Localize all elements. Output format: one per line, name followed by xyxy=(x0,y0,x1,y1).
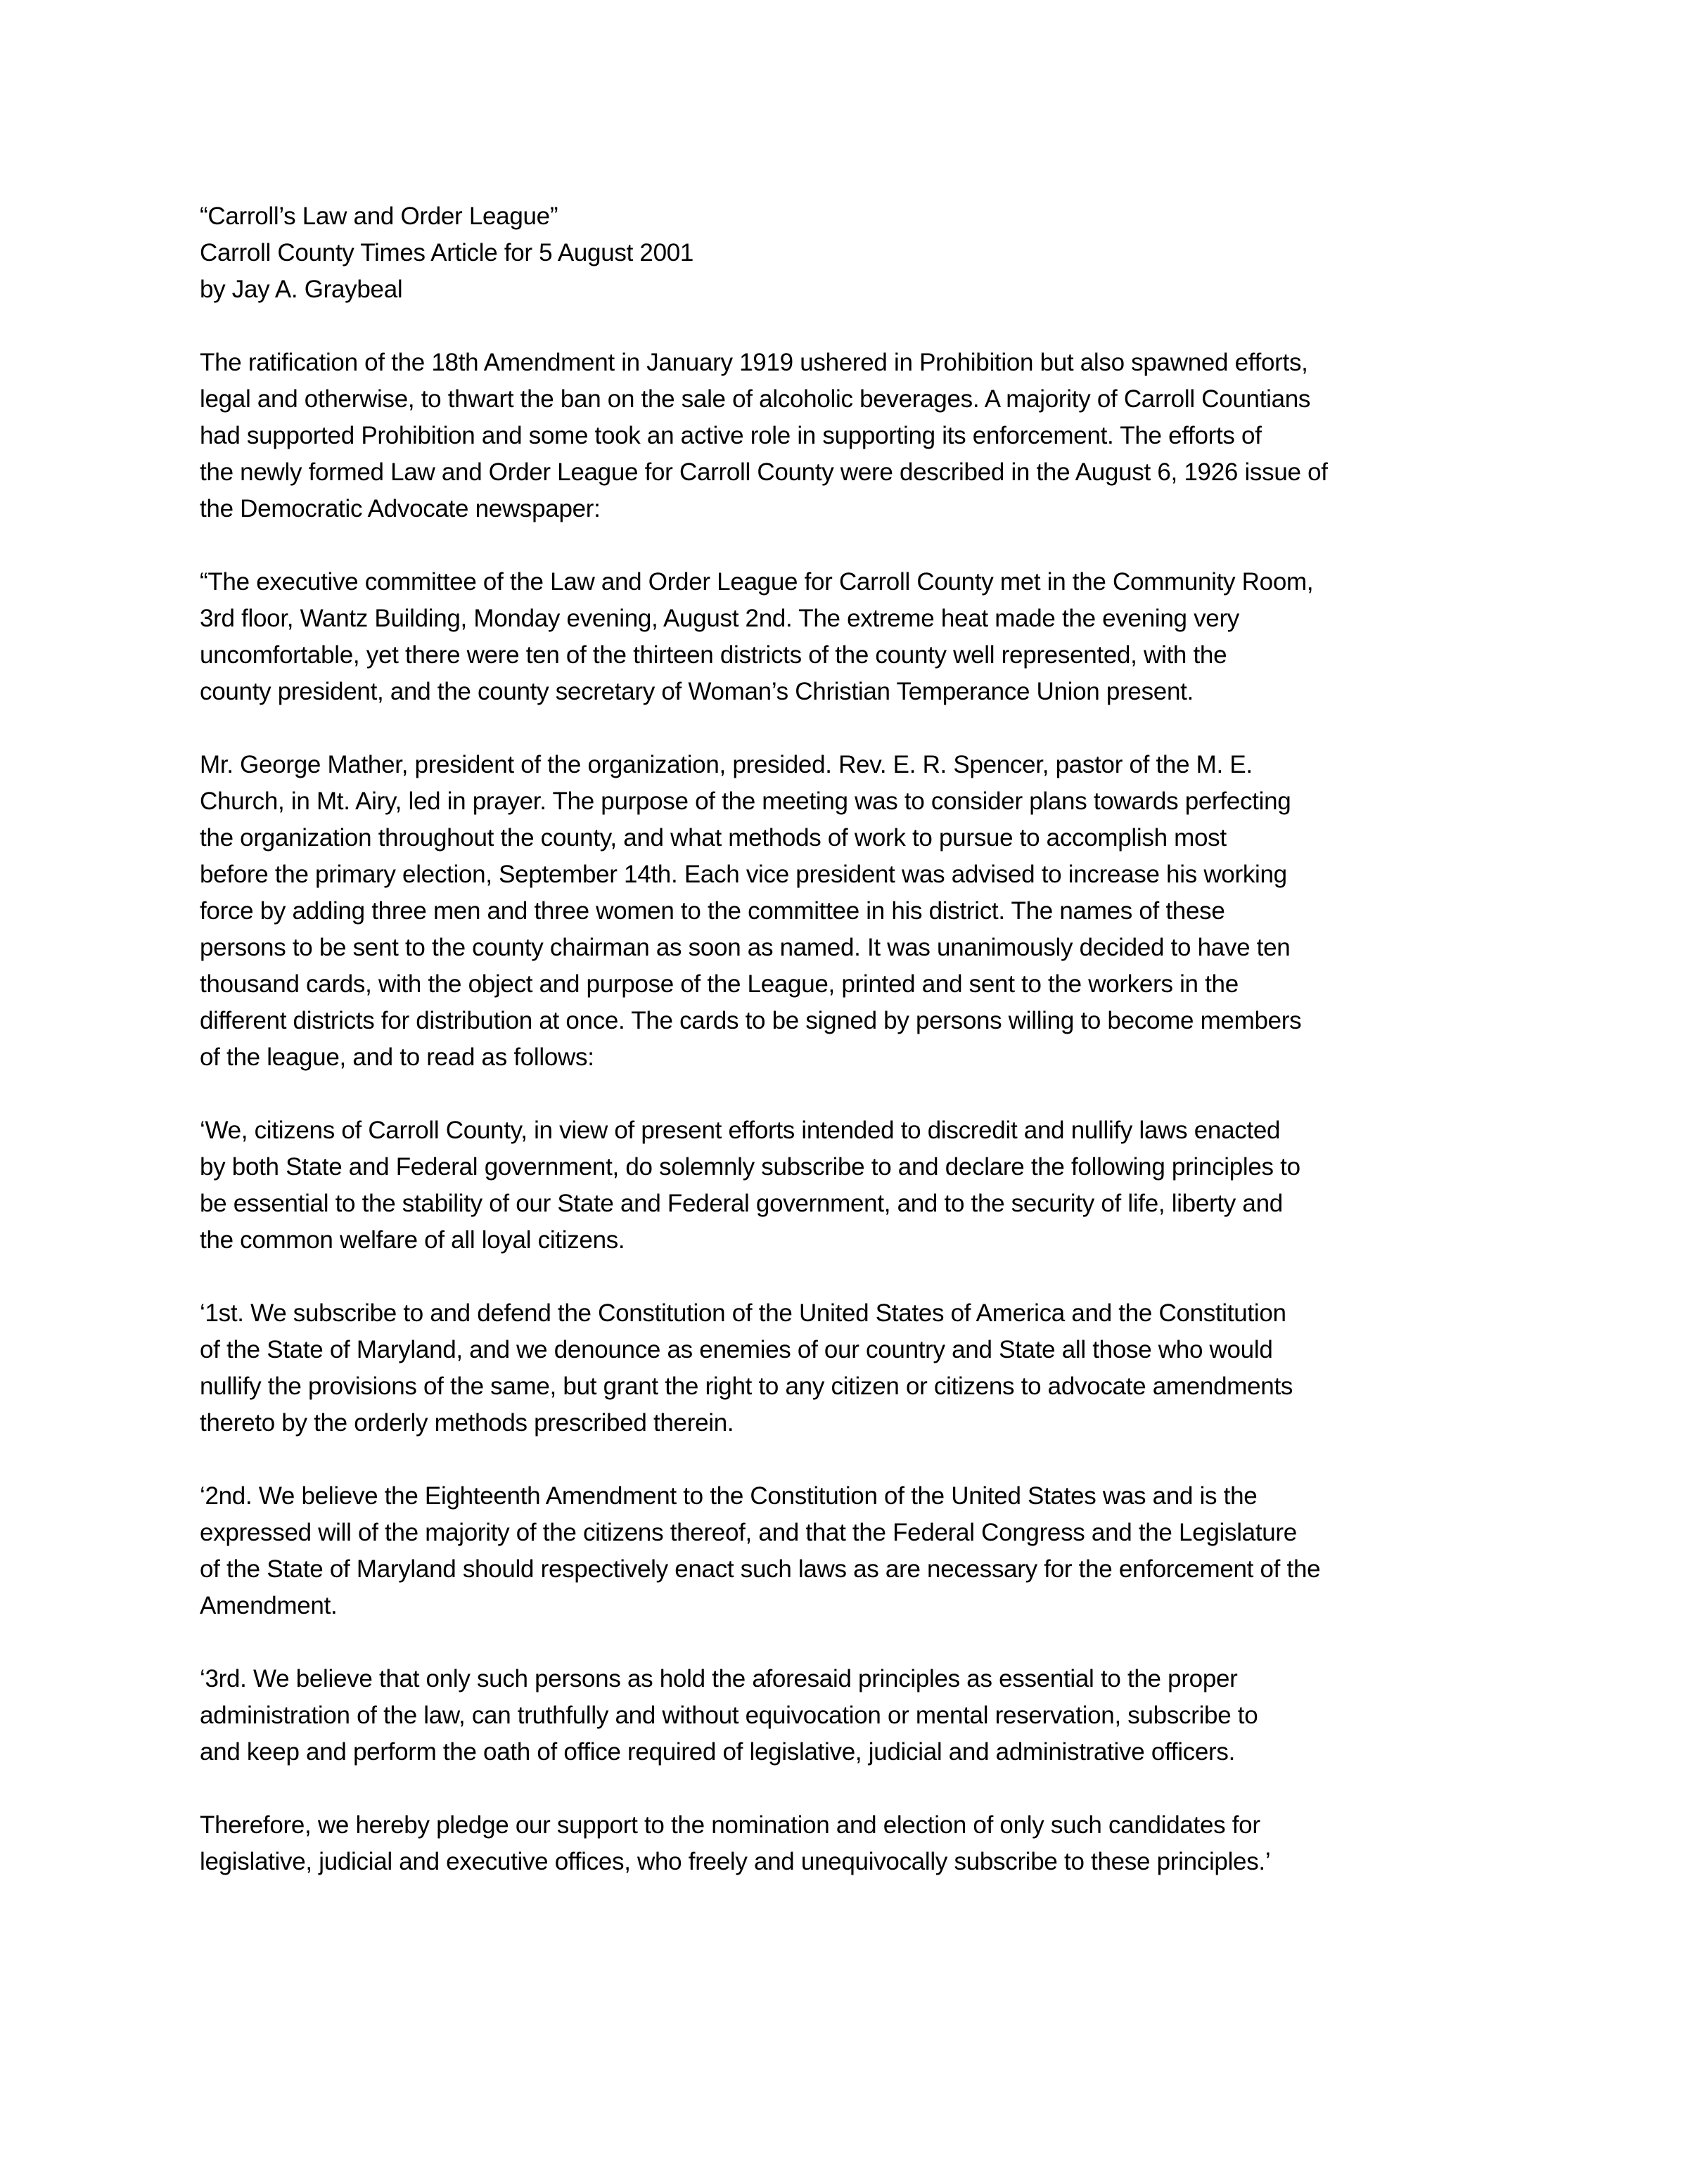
text-line: 3rd floor, Wantz Building, Monday evening, August 2nd. The extreme heat made the evening very xyxy=(200,605,1240,632)
text-line: before the primary election, September 14th. Each vice president was advised to increase his working xyxy=(200,861,1287,888)
text-line: Therefore, we hereby pledge our support to the nomination and election of only such candidates for xyxy=(200,1811,1260,1839)
paragraph-pledge-preamble xyxy=(200,1112,1508,1259)
paragraph-intro xyxy=(200,345,1508,527)
article-title: “Carroll’s Law and Order League” xyxy=(200,203,558,230)
byline: by Jay A. Graybeal xyxy=(200,276,403,303)
text-line: county president, and the county secretary of Woman’s Christian Temperance Union present. xyxy=(200,678,1194,705)
text-line: legislative, judicial and executive offices, who freely and unequivocally subscribe to these principles.’ xyxy=(200,1848,1271,1875)
paragraph-principle-1 xyxy=(200,1295,1508,1441)
text-line: be essential to the stability of our State and Federal government, and to the security of life, liberty and xyxy=(200,1190,1283,1217)
text-line: “The executive committee of the Law and Order League for Carroll County met in the Community Room, xyxy=(200,568,1314,596)
text-line: Church, in Mt. Airy, led in prayer. The purpose of the meeting was to consider plans towards perfecting xyxy=(200,788,1291,815)
text-line: the organization throughout the county, and what methods of work to pursue to accomplish most xyxy=(200,824,1227,852)
text-line: The ratification of the 18th Amendment in January 1919 ushered in Prohibition but also spawned efforts, xyxy=(200,349,1308,376)
text-line: different districts for distribution at once. The cards to be signed by persons willing to become members xyxy=(200,1007,1302,1034)
text-line: the Democratic Advocate newspaper: xyxy=(200,495,601,522)
text-line: ‘2nd. We believe the Eighteenth Amendment to the Constitution of the United States was and is the xyxy=(200,1482,1258,1510)
text-line: of the State of Maryland should respectively enact such laws as are necessary for the enforcement of the xyxy=(200,1555,1321,1583)
text-line: had supported Prohibition and some took an active role in supporting its enforcement. The efforts of xyxy=(200,422,1262,449)
paragraph-principle-3 xyxy=(200,1661,1508,1771)
text-line: thousand cards, with the object and purpose of the League, printed and sent to the workers in the xyxy=(200,970,1239,998)
text-line: expressed will of the majority of the citizens thereof, and that the Federal Congress and the Legislature xyxy=(200,1519,1297,1546)
text-line: force by adding three men and three women to the committee in his district. The names of these xyxy=(200,897,1225,925)
text-line: legal and otherwise, to thwart the ban on the sale of alcoholic beverages. A majority of Carroll Countians xyxy=(200,385,1311,413)
text-line: and keep and perform the oath of office required of legislative, judicial and administrative officers. xyxy=(200,1738,1236,1766)
text-line: the common welfare of all loyal citizens. xyxy=(200,1226,625,1254)
paragraph-conclusion xyxy=(200,1807,1508,1880)
paragraph-proceedings xyxy=(200,747,1508,1076)
text-line: Amendment. xyxy=(200,1592,338,1619)
publication-line: Carroll County Times Article for 5 August 2001 xyxy=(200,239,694,266)
text-line: Mr. George Mather, president of the organization, presided. Rev. E. R. Spencer, pastor of the M. E. xyxy=(200,751,1253,778)
text-line: thereto by the orderly methods prescribed therein. xyxy=(200,1409,734,1437)
document-page xyxy=(200,198,1508,1917)
article-header xyxy=(200,198,1508,308)
paragraph-principle-2 xyxy=(200,1478,1508,1624)
paragraph-meeting xyxy=(200,564,1508,710)
text-line: ‘3rd. We believe that only such persons as hold the aforesaid principles as essential to the proper xyxy=(200,1665,1238,1692)
text-line: the newly formed Law and Order League for Carroll County were described in the August 6, 1926 issue of xyxy=(200,458,1328,486)
text-line: ‘We, citizens of Carroll County, in view of present efforts intended to discredit and nullify laws enacted xyxy=(200,1117,1281,1144)
text-line: ‘1st. We subscribe to and defend the Constitution of the United States of America and the Constitution xyxy=(200,1299,1286,1327)
text-line: persons to be sent to the county chairman as soon as named. It was unanimously decided to have ten xyxy=(200,934,1291,961)
text-line: of the State of Maryland, and we denounce as enemies of our country and State all those who would xyxy=(200,1336,1273,1363)
text-line: administration of the law, can truthfully and without equivocation or mental reservation, subscribe to xyxy=(200,1702,1258,1729)
text-line: of the league, and to read as follows: xyxy=(200,1043,594,1071)
text-line: nullify the provisions of the same, but grant the right to any citizen or citizens to advocate amendments xyxy=(200,1373,1293,1400)
text-line: by both State and Federal government, do solemnly subscribe to and declare the following principles to xyxy=(200,1153,1300,1181)
text-line: uncomfortable, yet there were ten of the thirteen districts of the county well represented, with the xyxy=(200,641,1227,669)
